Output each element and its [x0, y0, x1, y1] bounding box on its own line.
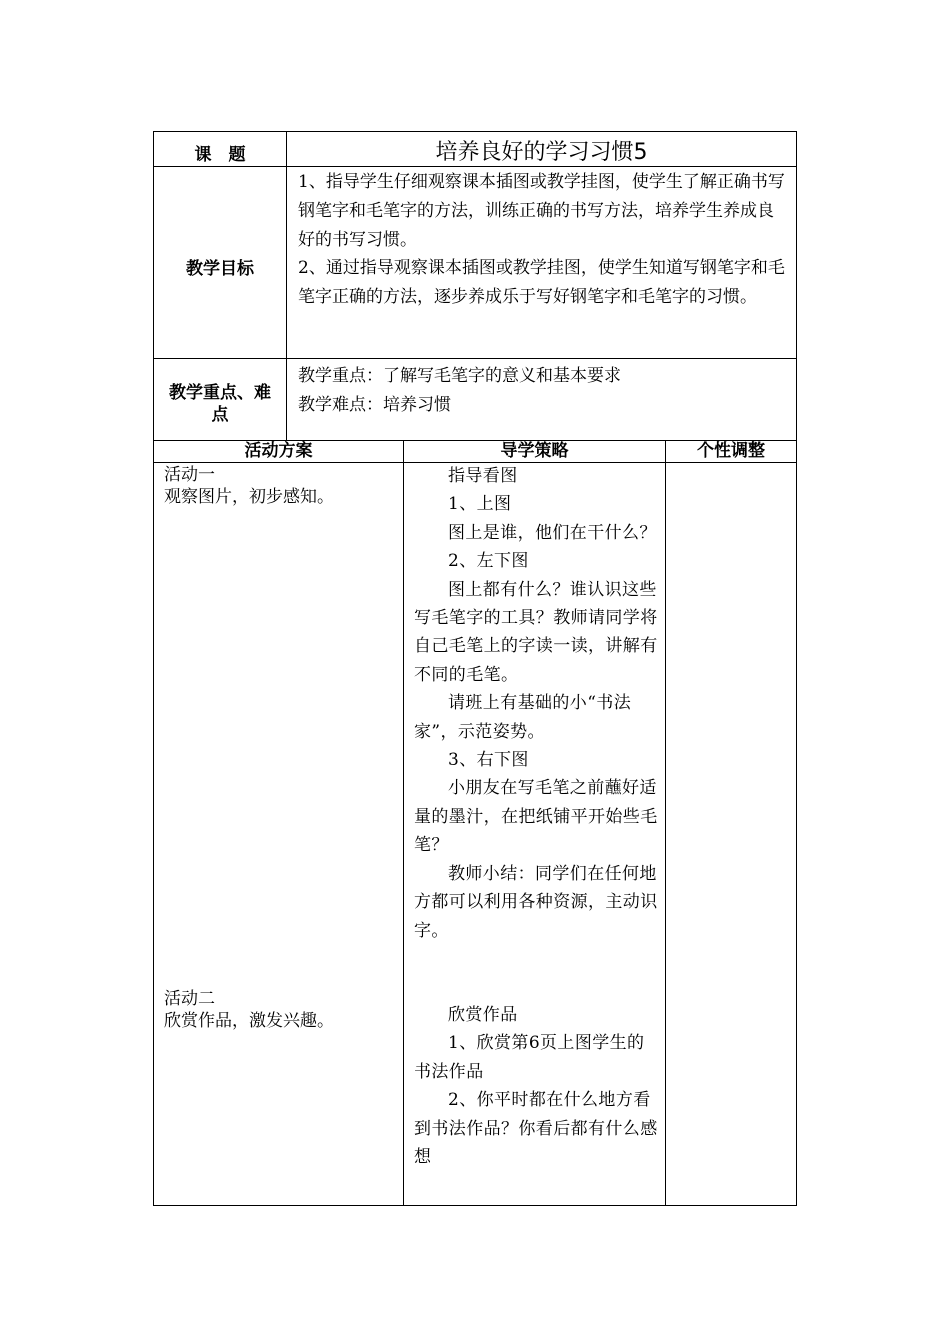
row-divider [153, 358, 797, 359]
key-points-label-line1: 教学重点、难 [169, 383, 271, 403]
activity-2 [164, 988, 399, 1032]
strategy-text [414, 462, 658, 1171]
strategy-line: 3、右下图 [448, 750, 529, 771]
table-border-left [153, 131, 154, 1206]
column-divider [665, 440, 666, 1206]
strategy-line: 小朋友在写毛笔之前蘸好适量的墨汁，在把纸铺平开始些毛笔？ [414, 778, 658, 856]
key-points-text [298, 362, 790, 420]
column-divider [286, 131, 287, 441]
objectives-text [298, 168, 790, 312]
strategy-line: 指导看图 [448, 466, 518, 486]
column-header-activity: 活动方案 [244, 441, 313, 461]
objectives-label: 教学目标 [186, 259, 254, 279]
activity-title: 活动一 [164, 465, 215, 485]
strategy-line: 图上都有什么？谁认识这些写毛笔字的工具？教师请同学将自己毛笔上的字读一读，讲解有不同的毛笔。 [414, 579, 658, 685]
objective-item: 2、通过指导观察课本插图或教学挂图，使学生知道写钢笔字和毛笔字正确的方法，逐步养成乐于写好钢笔字和毛笔字的习惯。 [298, 258, 785, 308]
column-header-adjust: 个性调整 [697, 441, 765, 461]
activity-desc: 观察图片，初步感知。 [164, 487, 334, 507]
key-points-label-line2: 点 [211, 405, 229, 425]
teaching-focus: 教学重点：了解写毛笔字的意义和基本要求 [298, 366, 621, 386]
activity-desc: 欣赏作品，激发兴趣。 [164, 1011, 334, 1031]
table-border-top [153, 131, 797, 132]
activity-title: 活动二 [164, 989, 215, 1009]
column-divider [403, 440, 404, 1206]
strategy-line: 2、左下图 [448, 551, 529, 572]
activity-1 [164, 464, 399, 508]
topic-label: 课 题 [194, 145, 246, 165]
table-border-right [796, 131, 797, 1206]
strategy-line: 图上是谁，他们在干什么？ [448, 522, 657, 543]
key-points-label [154, 382, 286, 426]
strategy-line: 1、欣赏第6页上图学生的书法作品 [414, 1033, 645, 1082]
objective-item: 1、指导学生仔细观察课本插图或教学挂图，使学生了解正确书写钢笔字和毛笔字的方法，训练正确的书写方法，培养学生养成良好的书写习惯。 [298, 172, 785, 250]
strategy-line: 欣赏作品 [448, 1004, 518, 1025]
strategy-line: 2、你平时都在什么地方看到书法作品？你看后都有什么感想 [414, 1090, 658, 1167]
row-divider [153, 166, 797, 167]
strategy-line: 请班上有基础的小“书法家”，示范姿势。 [414, 693, 632, 742]
strategy-line: 1、上图 [448, 494, 512, 515]
page-title: 培养良好的学习习惯5 [435, 140, 648, 165]
table-border-bottom [153, 1205, 797, 1206]
teaching-difficulty: 教学难点：培养习惯 [298, 394, 451, 415]
strategy-line: 教师小结：同学们在任何地方都可以利用各种资源，主动识字。 [414, 863, 658, 941]
column-header-strategy: 导学策略 [500, 441, 569, 461]
